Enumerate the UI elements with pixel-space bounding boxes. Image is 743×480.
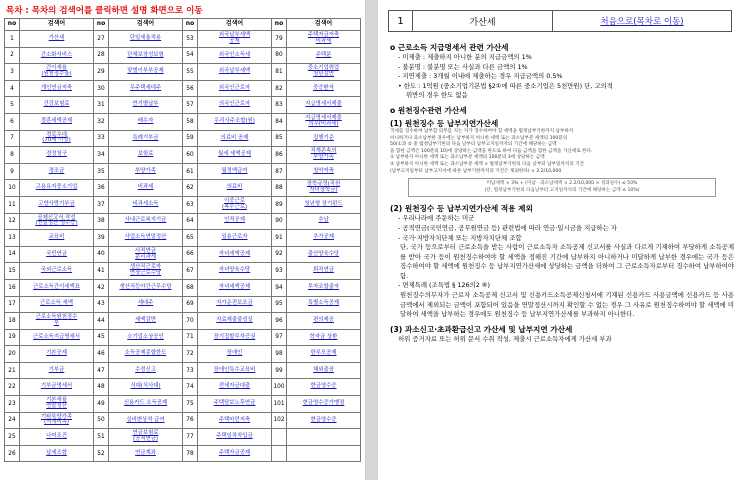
toc-keyword-link[interactable]: 특별소득공제 (287, 296, 361, 313)
toc-header-row (5, 19, 361, 31)
toc-entry-number: 98 (272, 346, 287, 363)
toc-keyword-link[interactable]: 장학규정(직원 자녀장학금) (287, 180, 361, 197)
column-header-no: no (183, 19, 198, 31)
toc-keyword-link[interactable]: 외국납부세액 공제 (198, 31, 272, 48)
toc-entry-number (272, 429, 287, 446)
toc-keyword-link[interactable]: 현금영수증 (287, 379, 361, 396)
small-line: 국세를 징수하여 납부할 의무를 지는 자가 징수하여야 할 세액을 법정납부기한까지 납부하지 (390, 128, 574, 134)
toc-entry-number: 39 (94, 230, 109, 247)
toc-entry-number: 7 (5, 130, 20, 147)
toc-keyword-link[interactable]: 현금영수증 (287, 412, 361, 429)
toc-entry-number: 41 (94, 263, 109, 280)
toc-entry-number: 67 (183, 263, 198, 280)
toc-keyword-link[interactable]: 사업소득연말정산 (109, 230, 183, 247)
toc-entry-number: 77 (183, 429, 198, 446)
toc-row (5, 130, 361, 147)
toc-entry-number: 54 (183, 47, 198, 64)
toc-entry-number: 92 (272, 246, 287, 263)
toc-keyword-link[interactable]: 집행기준 (287, 130, 361, 147)
toc-entry-number: 11 (5, 196, 20, 213)
toc-entry-number: 49 (94, 396, 109, 413)
toc-entry-number: 30 (94, 80, 109, 97)
toc-row (5, 147, 361, 164)
toc-keyword-link[interactable]: 주택임차차입금 (198, 429, 272, 446)
toc-row (5, 230, 361, 247)
toc-entry-number: 73 (183, 362, 198, 379)
toc-entry-number: 51 (94, 429, 109, 446)
toc-row (5, 213, 361, 230)
body-line: - 공적연금(국민연금, 공무원연금 등) 관련법에 따라 연금·일시금을 지급하는 자 (398, 223, 617, 232)
toc-keyword-link[interactable]: 의료비 공제 (198, 130, 272, 147)
toc-entry-number: 50 (94, 412, 109, 429)
toc-keyword-link[interactable]: 일용근로자 (198, 230, 272, 247)
entry-number: 1 (389, 11, 413, 31)
toc-keyword-link[interactable]: 무주택세대주 (109, 80, 183, 97)
toc-keyword-link[interactable]: 경정청구 (20, 147, 94, 164)
section-heading: o 원천징수관련 가산세 (390, 105, 467, 115)
toc-entry-number: 75 (183, 396, 198, 413)
toc-keyword-link[interactable]: 주택담보노후연금 (198, 396, 272, 413)
column-header-no: no (272, 19, 287, 31)
toc-row (5, 362, 361, 379)
toc-entry-number: 48 (94, 379, 109, 396)
toc-entry-number: 22 (5, 379, 20, 396)
toc-row (5, 313, 361, 330)
toc-row (5, 379, 361, 396)
toc-keyword-link[interactable]: 우리사주조합(원) (198, 113, 272, 130)
toc-entry-number: 71 (183, 329, 198, 346)
body-line: - 미제출 : 제출하지 아니한 분의 지급금액의 1% (398, 53, 532, 61)
body-line: - 국가·지방자치단체 또는 지방자치단체 조합 (398, 233, 522, 242)
toc-keyword-link[interactable]: 단체보장성보험 (109, 47, 183, 64)
toc-entry-number: 88 (272, 180, 287, 197)
toc-row (5, 263, 361, 280)
toc-keyword-link[interactable]: 외국납부세액 (198, 64, 272, 81)
toc-keyword-link[interactable]: 단일세율적용 (109, 31, 183, 48)
toc-entry-number: 36 (94, 180, 109, 197)
toc-keyword-link[interactable]: 기본공제 (20, 346, 94, 363)
small-line: ① 납부하지 아니한 세액 또는 과소납부분 세액의 100분의 3에 상당하는 금액 (390, 155, 545, 161)
toc-entry-number: 2 (5, 47, 20, 64)
toc-keyword-link[interactable]: 고향사랑기부금 (20, 196, 94, 213)
column-header-keyword: 검색어 (287, 19, 361, 31)
toc-entry-number: 42 (94, 279, 109, 296)
toc-entry-number: 29 (94, 64, 109, 81)
toc-keyword-link[interactable]: 월정액급여 (198, 163, 272, 180)
toc-row (5, 47, 361, 64)
small-line: 50(①과 ② 중 법정납부기한의 다음 날부터 납부고지일까지의 기간에 해당하는 금액 (390, 142, 557, 148)
toc-entry-number: 60 (183, 147, 198, 164)
toc-keyword-link[interactable]: 세대주 (109, 296, 183, 313)
body-paragraph: 원천징수의무자가 근로자 소득공제 신고서 및 신용카드소득공제신청서에 기재된 신용카드 사용금액에 신용카드 등 사용금액에서 제외되는 금액이 포함되어 있음을 연말정산시까지 확인할 수 없는 경우 그 사유로 원천징수하여야 할 세액에 미달하여 세액을 납부하는 경우에도 원천징수 등 납부지연가산세를 부과하지 아니한다. (400, 291, 734, 319)
toc-entry-number: 31 (94, 97, 109, 114)
toc-entry-number: 79 (272, 31, 287, 48)
toc-entry-number: 102 (272, 412, 287, 429)
toc-keyword-link[interactable]: 소득공제종합한도 (109, 346, 183, 363)
toc-entry-number: 63 (183, 196, 198, 213)
detail-header (388, 10, 732, 32)
toc-entry-number: 61 (183, 163, 198, 180)
body-line: - 불분명 : 불분명 또는 사실과 다른 금액의 1% (398, 62, 528, 71)
toc-entry-number: 83 (272, 97, 287, 114)
toc-entry-number: 16 (5, 279, 20, 296)
toc-keyword-link[interactable]: 직계존속의 부양가족 (287, 147, 361, 164)
toc-entry-number: 6 (5, 113, 20, 130)
toc-keyword-link[interactable]: 편의제공 (287, 313, 361, 330)
toc-entry-number: 68 (183, 279, 198, 296)
toc-entry-number: 93 (272, 263, 287, 280)
toc-entry-number: 37 (94, 196, 109, 213)
toc-entry-number: 84 (272, 113, 287, 130)
formula-line: (단, 법정납부기한의 다음날부터 고지일까지의 기간에 해당하는 금액 ≤ 10%) (484, 187, 640, 193)
toc-entry-number: 69 (183, 296, 198, 313)
toc-keyword-link[interactable]: 청약저축 (287, 163, 361, 180)
toc-entry-number: 53 (183, 31, 198, 48)
page-gap (366, 0, 377, 480)
toc-keyword-link (287, 429, 361, 446)
toc-entry-number: 57 (183, 97, 198, 114)
toc-keyword-link[interactable]: 기본세율 연말정산 (20, 396, 94, 413)
toc-entry-number: 55 (183, 64, 198, 81)
small-line: ② 납부하지 아니한 세액 또는 과소납부분 세액 × 법정납부기한의 다음 날부터 납부일까지의 기간 (390, 161, 585, 167)
toc-entry-number: 76 (183, 412, 198, 429)
toc-keyword-link[interactable]: 해외출장 (287, 362, 361, 379)
subsection-heading: (1) 원천징수 등 납부지연가산세 (390, 118, 499, 128)
toc-row (5, 64, 361, 81)
toc-entry-number: 25 (5, 429, 20, 446)
toc-row (5, 396, 361, 413)
toc-entry-number: 101 (272, 396, 287, 413)
toc-entry-number: 10 (5, 180, 20, 197)
toc-keyword-link[interactable]: 간소화서비스 (20, 47, 94, 64)
toc-keyword-link[interactable]: 의료비 (198, 180, 272, 197)
body-line: - 면제특례 (조특법 § 126의2 ⑥) (398, 281, 491, 290)
toc-entry-number: 74 (183, 379, 198, 396)
toc-keyword-link[interactable]: 한부모공제 (287, 346, 361, 363)
back-to-toc-link[interactable]: 처음으로(목차로 이동) (600, 17, 684, 27)
toc-keyword-link (287, 445, 361, 462)
toc-entry-number: 40 (94, 246, 109, 263)
toc-entry-number: 18 (5, 313, 20, 330)
toc-entry-number: 47 (94, 362, 109, 379)
column-header-no: no (5, 19, 20, 31)
toc-row (5, 329, 361, 346)
formula-box (408, 178, 716, 197)
toc-entry-number: 91 (272, 230, 287, 247)
toc-entry-number (272, 445, 287, 462)
toc-entry-number: 13 (5, 230, 20, 247)
toc-entry-number: 9 (5, 163, 20, 180)
toc-entry-number: 33 (94, 130, 109, 147)
toc-keyword-link[interactable]: 퇴직연금 (287, 263, 361, 280)
toc-keyword-link[interactable]: 결혼세액공제 (20, 113, 94, 130)
toc-keyword-link[interactable]: 자가운전보조금 (198, 296, 272, 313)
toc-entry-number: 89 (272, 196, 287, 213)
toc-entry-number: 8 (5, 147, 20, 164)
toc-entry-number: 12 (5, 213, 20, 230)
toc-keyword-link[interactable]: 주택자금공제 (198, 445, 272, 462)
toc-keyword-link[interactable]: 주택분 (287, 47, 361, 64)
toc-entry-number: 27 (94, 31, 109, 48)
toc-keyword-link[interactable]: 소기업소상공인 (109, 329, 183, 346)
subsection-heading: (3) 과소신고·초과환급신고 가산세 및 납부지연 가산세 (390, 324, 573, 334)
toc-row (5, 246, 361, 263)
toc-keyword-link[interactable]: 국외근로소득 (20, 263, 94, 280)
toc-entry-number: 72 (183, 346, 198, 363)
toc-entry-number: 62 (183, 180, 198, 197)
toc-page (0, 0, 366, 480)
toc-keyword-link[interactable]: 간이세율 (원천징수율) (20, 64, 94, 81)
toc-entry-number: 94 (272, 279, 287, 296)
toc-entry-number: 95 (272, 296, 287, 313)
toc-entry-number: 5 (5, 97, 20, 114)
toc-keyword-link[interactable]: 생산직등야간근무수당 (109, 279, 183, 296)
toc-keyword-link[interactable]: 장기집합투자증권 (198, 329, 272, 346)
toc-keyword-link[interactable]: 주택마련저축 (198, 412, 272, 429)
toc-keyword-link[interactable]: 근로소득지급명세서 (20, 329, 94, 346)
toc-keyword-link[interactable]: 비과세 (109, 180, 183, 197)
toc-entry-number: 56 (183, 80, 198, 97)
small-line: 을 합한 금액은 100분의 10)에 상당하는 금액을 한도로 하여 다음 금액을 합한 금액을 가산세로 한다. (390, 148, 593, 154)
toc-keyword-link[interactable]: 자녀세액공제 (198, 246, 272, 263)
toc-entry-number: 35 (94, 163, 109, 180)
toc-entry-number: 52 (94, 445, 109, 462)
toc-entry-number: 20 (5, 346, 20, 363)
toc-entry-number: 23 (5, 396, 20, 413)
toc-entry-number: 19 (5, 329, 20, 346)
toc-keyword-link[interactable]: 공제신고서 작성 (연말정산 영수증) (20, 213, 94, 230)
small-line: 아니하거나 과소납부한 경우에는 납부하지 아니한 세액 또는 과소납부분 세액의 100분의 (390, 135, 568, 141)
toc-keyword-link[interactable]: 연금계좌 (109, 445, 183, 462)
toc-entry-number: 46 (94, 346, 109, 363)
toc-row (5, 97, 361, 114)
toc-keyword-link[interactable]: 납세조합 (20, 445, 94, 462)
toc-keyword-link[interactable]: 사적연금 분리과세 (109, 246, 183, 263)
column-header-keyword: 검색어 (198, 19, 272, 31)
toc-entry-number: 96 (272, 313, 287, 330)
column-header-keyword: 검색어 (109, 19, 183, 31)
toc-entry-number: 32 (94, 113, 109, 130)
toc-keyword-link[interactable]: 인적공제 (198, 213, 272, 230)
section-heading: o 근로소득 지급명세서 관련 가산세 (390, 43, 509, 52)
toc-keyword-link[interactable]: 고용유지중소기업 (20, 180, 94, 197)
toc-row (5, 346, 361, 363)
toc-keyword-link[interactable]: 배우자 (109, 113, 183, 130)
toc-keyword-link[interactable]: 맞벌이부부공제 (109, 64, 183, 81)
body-line: - 우리나라에 주둔하는 미군 (398, 214, 475, 223)
toc-entry-number: 64 (183, 213, 198, 230)
toc-keyword-link[interactable]: 생산직근로자 연장근로수당 (109, 263, 183, 280)
toc-entry-number: 81 (272, 64, 287, 81)
toc-row (5, 180, 361, 197)
body-line: • 한도 : 1억원 (중소기업기본법 §2①에 따른 중소기업은 5천만원) 단, 고의적 (398, 81, 613, 90)
toc-row (5, 412, 361, 429)
toc-keyword-link[interactable]: 출산양육수당 (287, 246, 361, 263)
toc-keyword-link[interactable]: 건강보험료 (20, 97, 94, 114)
toc-keyword-link[interactable]: 개인연금저축 (20, 80, 94, 97)
toc-entry-number: 21 (5, 362, 20, 379)
toc-row (5, 113, 361, 130)
toc-row (5, 31, 361, 48)
toc-row (5, 196, 361, 213)
toc-entry-number: 34 (94, 147, 109, 164)
toc-entry-number: 82 (272, 80, 287, 97)
toc-keyword-link[interactable]: 장애인특수교육비 (198, 362, 272, 379)
small-line: (납부고지일부터 납부고지서에 따른 납부기한까지의 기간은 제외한다) × 2.2/10,000 (390, 168, 562, 174)
toc-entry-number: 90 (272, 213, 287, 230)
toc-row (5, 279, 361, 296)
toc-keyword-link[interactable]: 기부금 (20, 362, 94, 379)
column-header-no: no (94, 19, 109, 31)
toc-keyword-link[interactable]: 교육비 (20, 230, 94, 247)
toc-keyword-link[interactable]: 장애인 (198, 346, 272, 363)
toc-keyword-link[interactable]: 이중근로 (복수근로) (198, 196, 272, 213)
toc-keyword-link[interactable]: 세액감면 (109, 313, 183, 330)
body-line: 허위 증거자료 또는 허위 문서 수취 작성, 제출시 근로소득자에게 가산세 부과 (398, 334, 612, 343)
toc-entry-number: 97 (272, 329, 287, 346)
toc-row (5, 296, 361, 313)
toc-entry-number: 3 (5, 64, 20, 81)
body-line: 위반의 경우 한도 없음 (406, 91, 468, 100)
toc-keyword-link[interactable]: 경조금 (20, 163, 94, 180)
toc-keyword-link[interactable]: 반기별납부 (109, 97, 183, 114)
toc-keyword-link[interactable]: 비과세소득 (109, 196, 183, 213)
toc-title: 목차 : 목차의 검색어를 클릭하면 설명 화면으로 이동 (6, 6, 203, 16)
toc-entry-number: 14 (5, 246, 20, 263)
toc-keyword-link[interactable]: 의국인근로자 (198, 97, 272, 114)
toc-keyword-link[interactable]: 지급명세서제출 (287, 97, 361, 114)
toc-entry-number: 86 (272, 147, 287, 164)
toc-keyword-link[interactable]: 수정신고 (109, 362, 183, 379)
toc-row (5, 163, 361, 180)
toc-entry-number: 65 (183, 230, 198, 247)
toc-keyword-link[interactable]: 전세자금대출 (198, 379, 272, 396)
toc-keyword-link[interactable]: 추납 (287, 213, 361, 230)
toc-keyword-link[interactable]: 경로우대 (70세 이상) (20, 130, 94, 147)
toc-keyword-link[interactable]: 학자금 상환 (287, 329, 361, 346)
toc-entry-number: 38 (94, 213, 109, 230)
column-header-keyword: 검색어 (20, 19, 94, 31)
detail-page (377, 0, 743, 480)
toc-keyword-link[interactable]: 근로소득간이세액표 (20, 279, 94, 296)
toc-keyword-link[interactable]: 자녀세액공제 (198, 279, 272, 296)
toc-entry-number: 15 (5, 263, 20, 280)
body-paragraph: 단, 국가 등으로부터 근로소득을 받는 사람이 근로소득자 소득공제 신고서를 사실과 다르게 기재하여 부당하게 소득공제를 받아 국가 등이 원천징수하여야 할 세액을 정해진 기간에 납부하지 아니하거나 미달하게 납부한 경우에는 국가 등은 징수하여야 할 세액에 원천징수 등 납부지연가산세에 상당하는 금액을 더하여 그 근로소득자로부터 징수하여 납부하여야 함. (400, 243, 734, 280)
toc-keyword-link[interactable]: 보험료 (109, 147, 183, 164)
toc-entry-number: 78 (183, 445, 198, 462)
toc-keyword-link[interactable]: 기부금명세서 (20, 379, 94, 396)
toc-entry-number: 43 (94, 296, 109, 313)
toc-entry-number: 80 (272, 47, 287, 64)
toc-row (5, 80, 361, 97)
toc-keyword-link[interactable]: 국민연금 (20, 246, 94, 263)
toc-keyword-link[interactable]: 특례기부금 (109, 130, 183, 147)
toc-keyword-link[interactable]: 현금영수증가맹점 (287, 396, 361, 413)
toc-keyword-link[interactable]: 지급명세서제출 의무(비과세) (287, 113, 361, 130)
toc-keyword-link[interactable]: 부양가족 (109, 163, 183, 180)
toc-entry-number: 58 (183, 113, 198, 130)
toc-keyword-link[interactable]: 기타부양가족 (직계비속) (20, 412, 94, 429)
toc-keyword-link[interactable]: 투자조합출자 (287, 279, 361, 296)
toc-keyword-link[interactable]: 외국인소득세 (198, 47, 272, 64)
toc-keyword-link[interactable]: 실비변상적 급여 (109, 412, 183, 429)
toc-keyword-link[interactable]: 근로소득 세액 (20, 296, 94, 313)
toc-keyword-link[interactable]: 사내근로복지기금 (109, 213, 183, 230)
toc-keyword-link[interactable]: 근로소득원천징수 부 (20, 313, 94, 330)
toc-keyword-link[interactable]: 나머조건 (20, 429, 94, 446)
toc-entry-number: 66 (183, 246, 198, 263)
toc-keyword-link[interactable]: 신용카드 소득공제 (109, 396, 183, 413)
toc-table (4, 18, 361, 462)
toc-entry-number: 44 (94, 313, 109, 330)
toc-entry-number: 4 (5, 80, 20, 97)
toc-entry-number: 17 (5, 296, 20, 313)
toc-keyword-link[interactable]: 청년형 장기펀드 (287, 196, 361, 213)
toc-entry-number: 24 (5, 412, 20, 429)
toc-keyword-link[interactable]: 중증환자 (287, 80, 361, 97)
toc-entry-number: 87 (272, 163, 287, 180)
toc-row (5, 445, 361, 462)
toc-keyword-link[interactable]: 자료제출불성실 (198, 313, 272, 330)
entry-title: 가산세 (413, 11, 553, 31)
toc-keyword-link[interactable]: 주택자금저축 비과세 (287, 31, 361, 48)
toc-entry-number: 100 (272, 379, 287, 396)
toc-keyword-link[interactable]: 식대(식사대) (109, 379, 183, 396)
body-line: - 지연제출 : 3개월 이내에 제출하는 경우 지급금액의 0.5% (398, 72, 563, 81)
toc-entry-number: 45 (94, 329, 109, 346)
toc-keyword-link[interactable]: 중소기업취업 청년감면 (287, 64, 361, 81)
toc-entry-number: 70 (183, 313, 198, 330)
toc-entry-number: 85 (272, 130, 287, 147)
toc-entry-number: 28 (94, 47, 109, 64)
formula-line: 미납세액 × 3% + (미납 · 과소납세액 × 2.2/10,000 × 경과일수) ≤ 50% (486, 181, 638, 187)
toc-keyword-link[interactable]: 자녀양육수당 (198, 263, 272, 280)
toc-entry-number: 1 (5, 31, 20, 48)
toc-keyword-link[interactable]: 월세 세액공제 (198, 147, 272, 164)
toc-entry-number: 59 (183, 130, 198, 147)
toc-entry-number: 26 (5, 445, 20, 462)
toc-keyword-link[interactable]: 연금보험료 (공적연금) (109, 429, 183, 446)
toc-keyword-link[interactable]: 외국인근로자 (198, 80, 272, 97)
toc-entry-number: 99 (272, 362, 287, 379)
toc-keyword-link[interactable]: 추가공제 (287, 230, 361, 247)
toc-row (5, 429, 361, 446)
subsection-heading: (2) 원천징수 등 납부지연가산세 적용 제외 (390, 204, 533, 214)
toc-keyword-link[interactable]: 가산세 (20, 31, 94, 48)
detail-body (390, 40, 734, 344)
